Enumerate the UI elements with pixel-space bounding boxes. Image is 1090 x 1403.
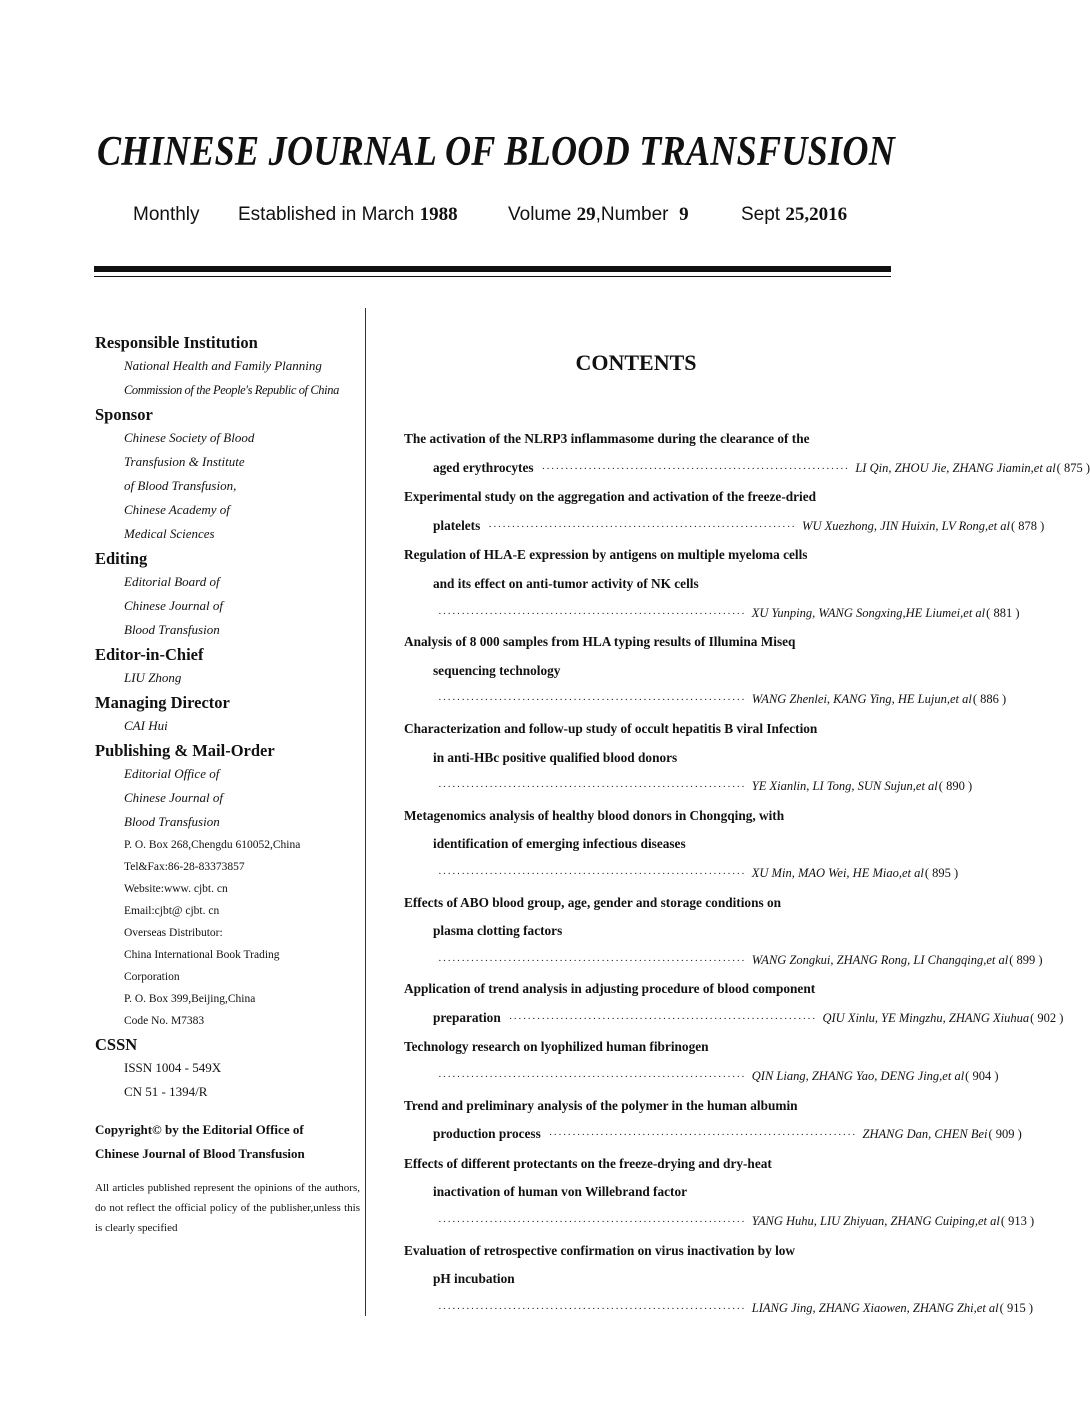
toc-entry[interactable] (404, 628, 1007, 715)
toc-entry-title: Regulation of HLA-E expression by antigens on multiple myeloma cells (404, 547, 808, 563)
masthead-column (95, 330, 360, 1238)
toc-entry-byline (404, 946, 1043, 976)
copyright-line: Chinese Journal of Blood Transfusion (95, 1146, 305, 1161)
sponsor-line: Medical Sciences (124, 526, 215, 541)
leader-dots: ·································································· (438, 1071, 746, 1084)
leader-dots: ·································································· (438, 867, 746, 880)
editing-line: Blood Transfusion (124, 622, 220, 637)
toc-entry[interactable] (404, 1237, 1033, 1324)
toc-entry-authors: XU Yunping, WANG Songxing,HE Liumei,et al (751, 605, 986, 620)
toc-entry-title: The activation of the NLRP3 inflammasome during the clearance of the (404, 431, 810, 446)
toc-entry[interactable] (404, 1150, 1035, 1237)
toc-entry-page: ( 902 ) (1030, 1010, 1064, 1025)
copyright-line: Copyright© by the Editorial Office of (95, 1122, 304, 1137)
toc-entry-authors: YANG Huhu, LIU Zhiyuan, ZHANG Cuiping,et al (751, 1214, 1000, 1229)
toc-entry[interactable] (404, 975, 1064, 1033)
toc-entry-page: ( 915 ) (999, 1300, 1033, 1315)
toc-entry-title: identification of emerging infectious diseases (433, 836, 686, 852)
toc-entry-byline (404, 1062, 999, 1092)
toc-entry-title: Application of trend analysis in adjusting procedure of blood component (404, 981, 816, 997)
publishing-detail: P. O. Box 399,Beijing,China (124, 993, 256, 1005)
toc-entry-title: aged erythrocytes (433, 459, 534, 475)
publishing-detail: Code No. M7383 (124, 1015, 205, 1027)
toc-entry[interactable] (404, 715, 973, 802)
sponsor-line: Chinese Academy of (124, 502, 230, 517)
toc-entry-title: Trend and preliminary analysis of the polymer in the human albumin (404, 1097, 798, 1113)
toc-entry-title: pH incubation (433, 1271, 515, 1287)
leader-dots: ·································································· (548, 1129, 857, 1142)
date-label: Sept (741, 204, 781, 225)
leader-dots: ·································································· (541, 462, 850, 475)
publishing-detail: Tel&Fax:86-28-83373857 (124, 861, 245, 873)
publishing-detail: China International Book Trading (124, 949, 280, 961)
editing-heading: Editing (95, 549, 148, 568)
leader-dots: ·································································· (438, 607, 746, 620)
publishing-detail: P. O. Box 268,Chengdu 610052,China (124, 839, 301, 851)
responsible-heading: Responsible Institution (95, 333, 258, 352)
table-of-contents (404, 425, 1090, 1323)
toc-entry-page: ( 899 ) (1009, 952, 1043, 967)
header-rule-thick (94, 266, 891, 272)
toc-entry-title: plasma clotting factors (433, 923, 563, 939)
responsible-line: National Health and Family Planning (124, 358, 322, 373)
editing-line: Chinese Journal of (124, 598, 223, 613)
director-name: CAI Hui (124, 718, 168, 733)
journal-title: CHINESE JOURNAL OF BLOOD TRANSFUSION (96, 129, 896, 175)
chief-name: LIU Zhong (124, 670, 182, 685)
director-heading: Managing Director (95, 693, 230, 712)
publishing-heading: Publishing & Mail-Order (95, 741, 275, 760)
leader-dots: ·································································· (488, 520, 797, 533)
publishing-detail: Overseas Distributor: (124, 927, 223, 939)
toc-entry-authors: XU Min, MAO Wei, HE Miao,et al (751, 865, 924, 880)
sponsor-line: Chinese Society of Blood (124, 430, 255, 445)
toc-entry-page: ( 878 ) (1011, 518, 1045, 533)
toc-entry-title: in anti-HBc positive qualified blood donors (433, 749, 678, 765)
disclaimer: All articles published represent the opinions of the authors, do not reflect the official policy of the publisher,unless this is clearly specified (95, 1182, 360, 1234)
established (238, 204, 458, 226)
issue-date (741, 204, 847, 226)
publishing-line: Blood Transfusion (124, 814, 220, 829)
toc-entry-byline (404, 1004, 1064, 1034)
established-year: 1988 (419, 204, 458, 225)
publishing-detail: Website:www. cjbt. cn (124, 883, 228, 895)
leader-dots: ·································································· (508, 1012, 817, 1025)
toc-entry-title: Characterization and follow-up study of occult hepatitis B viral Infection (404, 720, 818, 736)
toc-entry-title: Analysis of 8 000 samples from HLA typing results of Illumina Miseq (404, 634, 796, 650)
chief-heading: Editor-in-Chief (95, 645, 204, 664)
established-label: Established in March (238, 204, 415, 225)
toc-entry-byline (404, 1207, 1035, 1237)
toc-entry-authors: LIANG Jing, ZHANG Xiaowen, ZHANG Zhi,et al (751, 1300, 999, 1315)
sponsor-line: of Blood Transfusion, (124, 478, 237, 493)
toc-entry[interactable] (404, 802, 959, 889)
toc-entry[interactable] (404, 541, 1020, 628)
toc-entry-title: preparation (433, 1009, 501, 1025)
toc-entry-authors: WU Xuezhong, JIN Huixin, LV Rong,et al (802, 518, 1011, 533)
toc-entry-page: ( 913 ) (1000, 1214, 1035, 1229)
toc-entry-byline (404, 454, 1090, 484)
publishing-detail: Email:cjbt@ cjbt. cn (124, 905, 220, 917)
column-divider (365, 308, 366, 1316)
number-value: 9 (679, 204, 689, 225)
sponsor-heading: Sponsor (95, 405, 153, 424)
header-rule-thin (94, 276, 891, 277)
sponsor-line: Transfusion & Institute (124, 454, 245, 469)
toc-entry-title: Metagenomics analysis of healthy blood donors in Chongqing, with (404, 807, 785, 823)
date-day: 25 (785, 204, 805, 225)
toc-entry-title: and its effect on anti-tumor activity of NK cells (433, 575, 699, 591)
toc-entry-byline (404, 599, 1020, 629)
leader-dots: ·································································· (438, 1302, 746, 1315)
toc-entry-title: sequencing technology (433, 662, 561, 678)
number-label: ,Number (595, 204, 669, 225)
contents-heading: CONTENTS (575, 350, 697, 375)
toc-entry-byline (404, 512, 1045, 542)
toc-entry-page: ( 875 ) (1056, 460, 1090, 475)
toc-entry-title: production process (433, 1126, 541, 1142)
toc-entry-page: ( 881 ) (986, 605, 1020, 620)
toc-entry-title: Experimental study on the aggregation and activation of the freeze-dried (404, 489, 817, 505)
toc-entry-title: Evaluation of retrospective confirmation on virus inactivation by low (404, 1242, 796, 1258)
leader-dots: ·································································· (438, 954, 746, 967)
toc-entry-byline (404, 772, 973, 802)
editing-line: Editorial Board of (124, 574, 220, 589)
toc-entry-page: ( 904 ) (965, 1069, 999, 1084)
toc-entry-byline (404, 1294, 1033, 1324)
toc-entry[interactable] (404, 1092, 1022, 1150)
toc-entry-title: Effects of ABO blood group, age, gender and storage conditions on (404, 894, 782, 910)
publishing-detail: Corporation (124, 971, 180, 983)
leader-dots: ·································································· (438, 781, 746, 794)
toc-entry-title: platelets (433, 517, 481, 533)
frequency: Monthly (133, 204, 200, 225)
volume-number (508, 204, 689, 226)
toc-entry-authors: YE Xianlin, LI Tong, SUN Sujun,et al (751, 779, 938, 794)
toc-entry[interactable] (404, 483, 1045, 541)
toc-entry-authors: QIN Liang, ZHANG Yao, DENG Jing,et al (751, 1069, 965, 1084)
toc-entry-authors: QIU Xinlu, YE Mingzhu, ZHANG Xiuhua (822, 1010, 1030, 1025)
toc-entry-title: inactivation of human von Willebrand factor (433, 1184, 688, 1200)
volume-value: 29 (576, 204, 596, 225)
toc-entry-authors: WANG Zongkui, ZHANG Rong, LI Changqing,et al (751, 952, 1009, 967)
toc-entry-page: ( 909 ) (988, 1127, 1022, 1142)
toc-entry[interactable] (404, 425, 1090, 483)
toc-entry-authors: WANG Zhenlei, KANG Ying, HE Lujun,et al (751, 692, 972, 707)
toc-entry[interactable] (404, 1033, 999, 1091)
publishing-line: Editorial Office of (124, 766, 220, 781)
toc-entry-page: ( 886 ) (972, 692, 1007, 707)
toc-entry-authors: LI Qin, ZHOU Jie, ZHANG Jiamin,et al (855, 460, 1056, 475)
date-year: ,2016 (804, 204, 848, 225)
copyright-notice (95, 1118, 360, 1166)
leader-dots: ·································································· (438, 694, 746, 707)
leader-dots: ·································································· (438, 1216, 746, 1229)
toc-entry-authors: ZHANG Dan, CHEN Bei (862, 1127, 988, 1142)
issn-line: ISSN 1004 - 549X (124, 1060, 222, 1075)
toc-entry-byline (404, 685, 1007, 715)
toc-entry-page: ( 890 ) (938, 779, 973, 794)
toc-entry-byline (404, 1120, 1022, 1150)
toc-entry-page: ( 895 ) (924, 865, 959, 880)
volume-label: Volume (508, 204, 572, 225)
cssn-heading: CSSN (95, 1035, 138, 1054)
toc-entry-title: Effects of different protectants on the freeze-drying and dry-heat (404, 1155, 772, 1171)
cn-line: CN 51 - 1394/R (124, 1084, 208, 1099)
toc-entry-title: Technology research on lyophilized human fibrinogen (404, 1039, 709, 1055)
toc-entry-byline (404, 859, 959, 889)
toc-entry[interactable] (404, 889, 1043, 976)
responsible-line: Commission of the People's Republic of China (124, 383, 339, 397)
publishing-line: Chinese Journal of (124, 790, 223, 805)
